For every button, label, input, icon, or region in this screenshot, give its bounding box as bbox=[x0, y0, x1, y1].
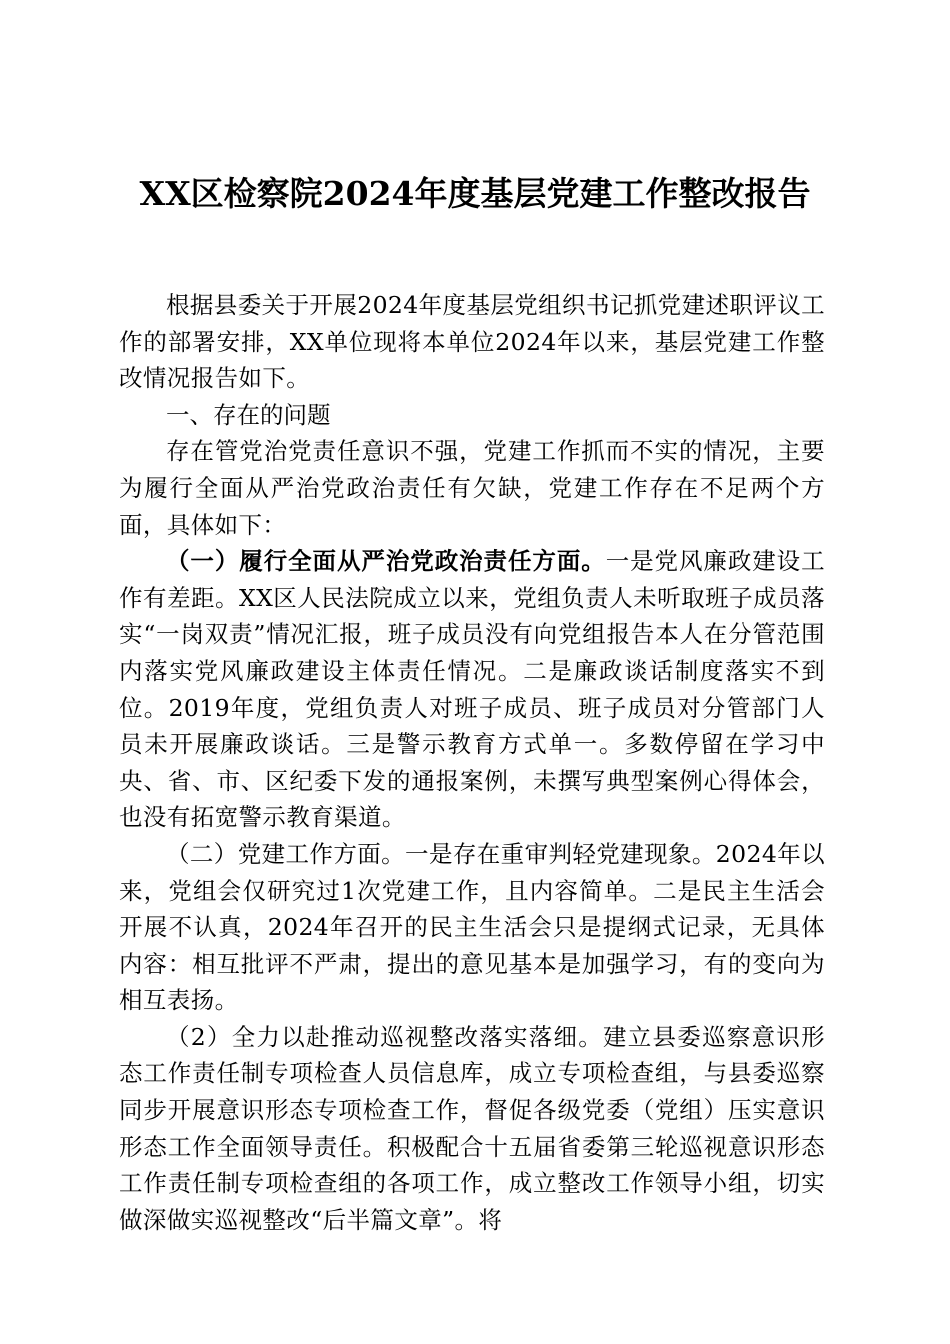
document-title: XX区检察院2024年度基层党建工作整改报告 bbox=[139, 174, 811, 213]
intro-paragraph: 根据县委关于开展2024年度基层党组织书记抓党建述职评议工作的部署安排，XX单位现将本单位2024年以来，基层党建工作整改情况报告如下。 bbox=[119, 291, 825, 393]
issue-heading-party-building: （二）党建工作方面。 bbox=[166, 839, 406, 868]
issue-paragraph-party-building bbox=[119, 836, 825, 1019]
issue-heading-discipline: （一）履行全面从严治党政治责任方面。 bbox=[166, 547, 606, 576]
issue-body-discipline: 一是党风廉政建设工作有差距。XX区人民法院成立以来，党组负责人未听取班子成员落实“一岗双责”情况汇报，班子成员没有向党组报告本人在分管范围内落实党风廉政建设主体责任情况。二是廉政谈话制度落实不到位。2019年度，党组负责人对班子成员、班子成员对分管部门人员未开展廉政谈话。三是警示教育方式单一。多数停留在学习中央、省、市、区纪委下发的通报案例，未撰写典型案例心得体会，也没有拓宽警示教育渠道。 bbox=[119, 547, 825, 832]
document-body bbox=[119, 287, 825, 1238]
section-heading-problems: 一、存在的问题 bbox=[166, 400, 331, 429]
section-intro-paragraph: 存在管党治党责任意识不强，党建工作抓而不实的情况，主要为履行全面从严治党政治责任有欠缺，党建工作存在不足两个方面，具体如下： bbox=[119, 437, 825, 539]
issue-paragraph-discipline bbox=[119, 543, 825, 836]
measure-paragraph-inspection: （2）全力以赴推动巡视整改落实落细。建立县委巡察意识形态工作责任制专项检查人员信息库，成立专项检查组，与县委巡察同步开展意识形态专项检查工作，督促各级党委（党组）压实意识形态工作全面领导责任。积极配合十五届省委第三轮巡视意识形态工作责任制专项检查组的各项工作，成立整改工作领导小组，切实做深做实巡视整改“后半篇文章”。将 bbox=[119, 1022, 825, 1234]
issue-body-party-building: 一是存在重审判轻党建现象。2024年以来，党组会仅研究过1次党建工作，且内容简单。二是民主生活会开展不认真，2024年召开的民主生活会只是提纲式记录，无具体内容：相互批评不严肃，提出的意见基本是加强学习，有的变向为相互表扬。 bbox=[119, 839, 826, 1015]
